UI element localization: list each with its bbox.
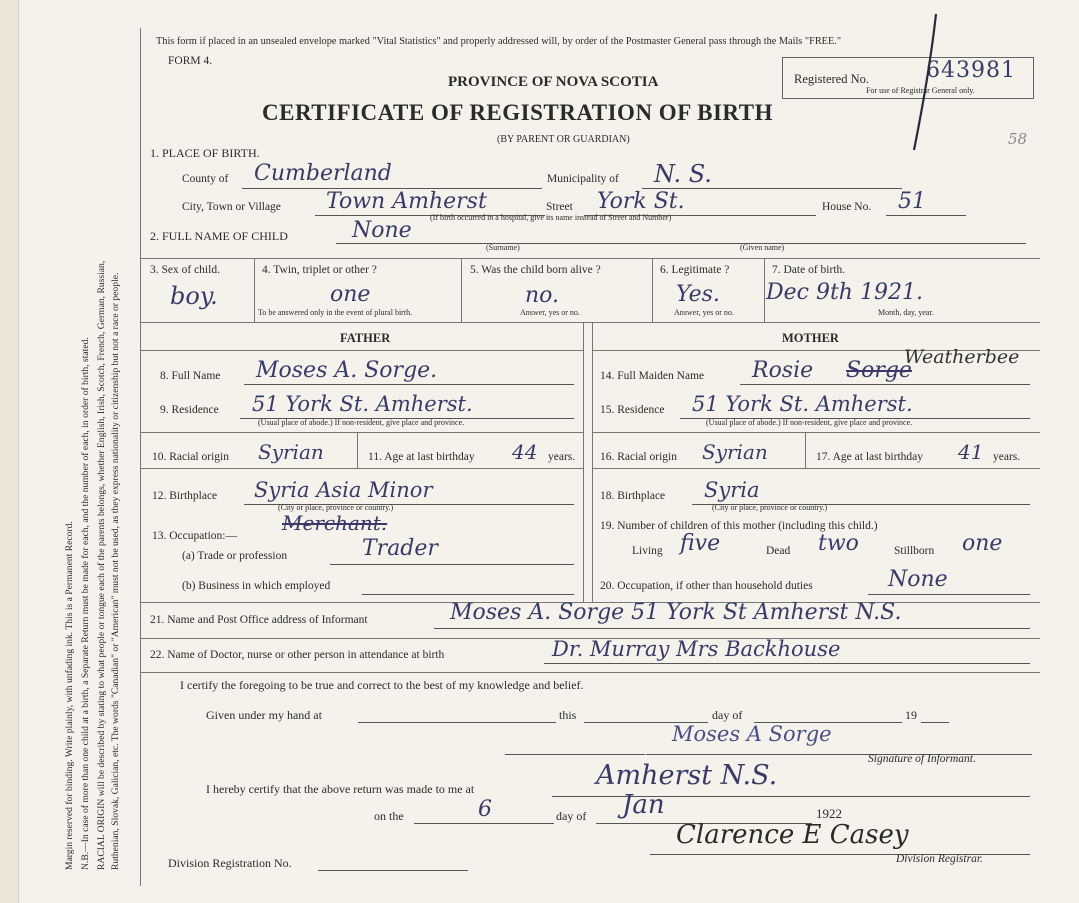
year-prefix: 19 bbox=[905, 708, 917, 722]
sex-label: 3. Sex of child. bbox=[150, 264, 220, 276]
registrar-label: Division Registrar. bbox=[896, 853, 983, 865]
twin-value: one bbox=[330, 282, 371, 307]
municipality-label: Municipality of bbox=[547, 173, 619, 185]
division-number-label: Division Registration No. bbox=[168, 856, 292, 870]
trade-value: Trader bbox=[362, 536, 438, 561]
father-birthplace-note: (City or place, province or country.) bbox=[278, 503, 394, 512]
corner-mark: 58 bbox=[1008, 130, 1028, 148]
street-label: Street bbox=[546, 201, 573, 213]
mother-name-label: 14. Full Maiden Name bbox=[600, 370, 705, 382]
father-residence-value: 51 York St. Amherst. bbox=[252, 392, 473, 416]
birth-date-value: Dec 9th 1921. bbox=[766, 280, 923, 305]
occupation-value: Merchant. bbox=[282, 511, 388, 535]
occupation-label: 13. Occupation:— bbox=[152, 530, 237, 542]
father-residence-note: (Usual place of abode.) If non-resident, give place and province. bbox=[258, 418, 465, 427]
signature-label: Signature of Informant. bbox=[868, 753, 976, 765]
child-name-label: 2. FULL NAME OF CHILD bbox=[150, 229, 288, 243]
province-heading: PROVINCE OF NOVA SCOTIA bbox=[448, 74, 659, 90]
mother-age-value: 41 bbox=[958, 440, 984, 464]
registrar-note: For use of Registrar General only. bbox=[866, 86, 975, 95]
mother-residence-value: 51 York St. Amherst. bbox=[692, 392, 913, 416]
twin-note: To be answered only in the event of plural birth. bbox=[258, 308, 413, 317]
birth-date-note: Month, day, year. bbox=[878, 308, 934, 317]
doctor-value: Dr. Murray Mrs Backhouse bbox=[552, 637, 841, 661]
father-name-label: 8. Full Name bbox=[160, 370, 221, 382]
street-value: York St. bbox=[597, 189, 685, 214]
dead-value: two bbox=[818, 531, 859, 556]
registrar-pen-stroke bbox=[914, 14, 936, 150]
place-heading: 1. PLACE OF BIRTH. bbox=[150, 146, 260, 160]
surname-note: (Surname) bbox=[486, 243, 520, 252]
mother-age-label: 17. Age at last birthday bbox=[816, 451, 923, 463]
living-value: five bbox=[680, 531, 721, 556]
margin-note-4: Ruthenian, Slovak, Galician, etc. The words "Canadian" or "American" must not be used, as they express nationality or citizenship but not a race or people. bbox=[110, 272, 121, 870]
registered-number: 643981 bbox=[926, 58, 1016, 83]
mother-race-label: 16. Racial origin bbox=[600, 451, 677, 463]
mother-occupation-label: 20. Occupation, if other than household duties bbox=[600, 580, 813, 592]
informant-label: 21. Name and Post Office address of Informant bbox=[150, 614, 368, 626]
mother-race-value: Syrian bbox=[702, 440, 768, 464]
margin-note-3: RACIAL ORIGIN will be described by stating to what people or tongue each of the parents belongs, whether English, Irish, Scotch, French, German, Russian, bbox=[96, 260, 107, 870]
page-subtitle: (BY PARENT OR GUARDIAN) bbox=[497, 134, 630, 145]
mother-heading: MOTHER bbox=[782, 331, 839, 345]
father-age-value: 44 bbox=[512, 440, 538, 464]
street-note: (If birth occurred in a hospital, give its name instead of Street and Number) bbox=[430, 213, 672, 222]
trade-label: (a) Trade or profession bbox=[182, 550, 288, 562]
father-heading: FATHER bbox=[340, 331, 391, 345]
twin-label: 4. Twin, triplet or other ? bbox=[262, 264, 377, 276]
legitimate-note: Answer, yes or no. bbox=[674, 308, 734, 317]
city-label: City, Town or Village bbox=[182, 201, 281, 213]
legitimate-value: Yes. bbox=[676, 282, 720, 307]
legitimate-label: 6. Legitimate ? bbox=[660, 264, 730, 276]
father-race-value: Syrian bbox=[258, 440, 324, 464]
mother-birthplace-note: (City or place, province or country.) bbox=[712, 503, 828, 512]
certify-text: I certify the foregoing to be true and correct to the best of my knowledge and belief. bbox=[180, 678, 584, 692]
city-value: Town Amherst bbox=[326, 189, 487, 214]
informant-value: Moses A. Sorge 51 York St Amherst N.S. bbox=[450, 600, 902, 625]
page-title: CERTIFICATE OF REGISTRATION OF BIRTH bbox=[262, 100, 773, 125]
house-value: 51 bbox=[898, 189, 926, 214]
return-place-value: Amherst N.S. bbox=[596, 760, 778, 791]
father-birthplace-value: Syria Asia Minor bbox=[254, 478, 433, 502]
alive-value: no. bbox=[525, 283, 560, 308]
form-number: FORM 4. bbox=[168, 55, 213, 67]
mother-residence-note: (Usual place of abode.) If non-resident, give place and province. bbox=[706, 418, 913, 427]
father-residence-label: 9. Residence bbox=[160, 404, 219, 416]
mother-residence-label: 15. Residence bbox=[600, 404, 665, 416]
father-years: years. bbox=[548, 451, 576, 463]
alive-note: Answer, yes or no. bbox=[520, 308, 580, 317]
on-the-label: on the bbox=[374, 809, 404, 823]
mail-note: This form if placed in an unsealed envelope marked "Vital Statistics" and properly addressed will, by order of the Postmaster General pass through the Mails "FREE." bbox=[156, 36, 842, 47]
father-name-value: Moses A. Sorge. bbox=[256, 358, 438, 383]
margin-note-1: Margin reserved for binding. Write plainly, with unfading ink. This is a Permanent Record. bbox=[64, 521, 75, 870]
given-label: Given under my hand at bbox=[206, 708, 322, 722]
father-birthplace-label: 12. Birthplace bbox=[152, 490, 218, 502]
day-of-label: day of bbox=[712, 708, 743, 722]
mother-years: years. bbox=[993, 451, 1021, 463]
birth-date-label: 7. Date of birth. bbox=[772, 264, 846, 276]
doctor-label: 22. Name of Doctor, nurse or other person in attendance at birth bbox=[150, 649, 445, 661]
county-value: Cumberland bbox=[254, 161, 392, 186]
child-name-value: None bbox=[352, 218, 412, 243]
father-race-label: 10. Racial origin bbox=[152, 451, 229, 463]
mother-occupation-value: None bbox=[888, 567, 948, 592]
sex-value: boy. bbox=[170, 282, 218, 310]
alive-label: 5. Was the child born alive ? bbox=[470, 264, 601, 276]
this-label: this bbox=[559, 708, 577, 722]
house-label: House No. bbox=[822, 201, 872, 213]
mother-birthplace-value: Syria bbox=[704, 478, 760, 502]
return-label: I hereby certify that the above return was made to me at bbox=[206, 782, 475, 796]
registered-label: Registered No. bbox=[794, 72, 869, 86]
given-name-note: (Given name) bbox=[740, 243, 785, 252]
dead-label: Dead bbox=[766, 545, 791, 557]
mother-name-struck: Sorge bbox=[846, 358, 912, 383]
margin-note-2: N.B.—In case of more than one child at a birth, a Separate Return must be made for each, and the number of each, in order of birth, stated. bbox=[80, 337, 91, 870]
stillborn-label: Stillborn bbox=[894, 545, 935, 557]
children-count-label: 19. Number of children of this mother (including this child.) bbox=[600, 520, 878, 532]
mother-maiden-correction: Weatherbee bbox=[904, 346, 1020, 368]
county-label: County of bbox=[182, 173, 229, 185]
day-of-label-2: day of bbox=[556, 809, 587, 823]
day-value: 6 bbox=[478, 797, 492, 822]
informant-signature: Moses A Sorge bbox=[672, 722, 832, 746]
living-label: Living bbox=[632, 545, 663, 557]
month-value: Jan bbox=[622, 790, 665, 820]
municipality-value: N. S. bbox=[654, 160, 712, 188]
business-label: (b) Business in which employed bbox=[182, 580, 331, 592]
mother-birthplace-label: 18. Birthplace bbox=[600, 490, 666, 502]
father-age-label: 11. Age at last birthday bbox=[368, 451, 475, 463]
registrar-signature: Clarence E Casey bbox=[676, 820, 909, 850]
mother-name-value: Rosie bbox=[752, 358, 814, 383]
year-value: 1922 bbox=[816, 806, 842, 821]
stillborn-value: one bbox=[962, 531, 1003, 556]
